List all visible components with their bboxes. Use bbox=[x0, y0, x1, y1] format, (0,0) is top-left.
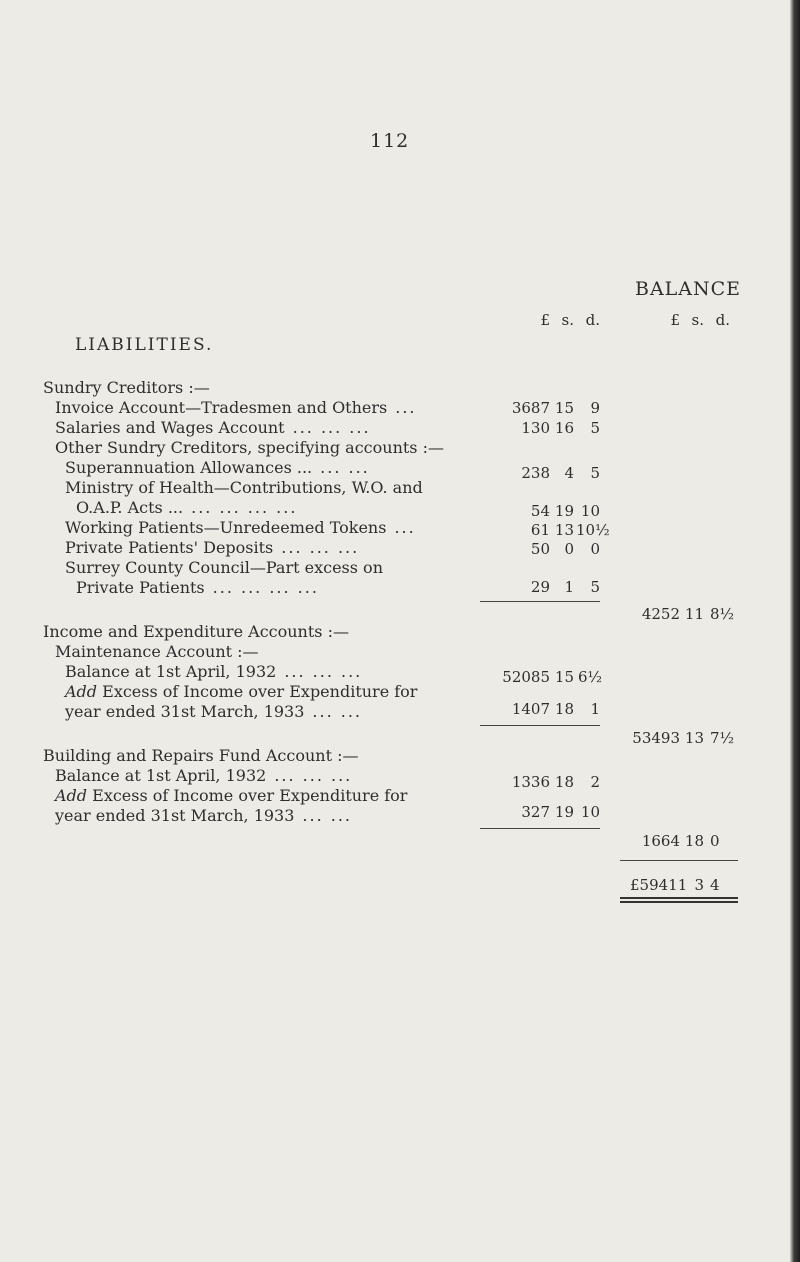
working-patients-shillings: 13 bbox=[554, 521, 574, 539]
oap-acts-pounds: 54 bbox=[530, 502, 550, 520]
maintenance-total-pounds: 53493 bbox=[632, 729, 680, 747]
oap-acts-label: O.A.P. Acts ... ... ... ... ... bbox=[76, 498, 298, 517]
working-patients-label: Working Patients—Unredeemed Tokens ... bbox=[65, 518, 416, 537]
building-total-pence: 0 bbox=[710, 832, 720, 850]
page-number: 112 bbox=[370, 130, 410, 152]
sundry-total-shillings: 11 bbox=[684, 605, 704, 623]
totals-pence-header: d. bbox=[715, 311, 730, 329]
salaries-pence: 5 bbox=[590, 419, 600, 437]
items-pence-header: d. bbox=[585, 311, 600, 329]
maintenance-subtotal-rule bbox=[480, 725, 600, 726]
building-repairs-heading: Building and Repairs Fund Account :— bbox=[43, 746, 359, 765]
superannuation-pounds: 238 bbox=[521, 464, 550, 482]
invoice-pence: 9 bbox=[590, 399, 600, 417]
building-add-label: year ended 31st March, 1933 ... ... bbox=[55, 806, 353, 825]
maintenance-total-pence: 7½ bbox=[710, 729, 735, 747]
private-deposits-label: Private Patients' Deposits ... ... ... bbox=[65, 538, 360, 557]
maintenance-account-heading: Maintenance Account :— bbox=[55, 642, 259, 661]
maintenance-add-pence: 1 bbox=[590, 700, 600, 718]
grand-total-pence: 4 bbox=[710, 876, 720, 894]
working-patients-pounds: 61 bbox=[530, 521, 550, 539]
private-deposits-shillings: 0 bbox=[564, 540, 574, 558]
working-patients-pence: 10½ bbox=[576, 521, 610, 539]
sundry-creditors-heading: Sundry Creditors :— bbox=[43, 378, 210, 397]
items-shillings-header: s. bbox=[561, 311, 574, 329]
grand-total-double-rule-1 bbox=[620, 897, 738, 899]
surrey-shillings: 1 bbox=[564, 578, 574, 596]
surrey-pence: 5 bbox=[590, 578, 600, 596]
building-add-pence: 10 bbox=[580, 803, 600, 821]
superannuation-pence: 5 bbox=[590, 464, 600, 482]
oap-acts-shillings: 19 bbox=[554, 502, 574, 520]
sundry-subtotal-rule bbox=[480, 601, 600, 602]
oap-acts-pence: 10 bbox=[580, 502, 600, 520]
maintenance-add-label: year ended 31st March, 1933 ... ... bbox=[65, 702, 363, 721]
building-add-pounds: 327 bbox=[521, 803, 550, 821]
balance-title: BALANCE bbox=[635, 278, 742, 300]
building-balance-shillings: 18 bbox=[554, 773, 574, 791]
surrey-pounds: 29 bbox=[530, 578, 550, 596]
building-total-pounds: 1664 bbox=[641, 832, 680, 850]
income-expenditure-heading: Income and Expenditure Accounts :— bbox=[43, 622, 349, 641]
sundry-total-pounds: 4252 bbox=[641, 605, 680, 623]
surrey-private-patients-label: Private Patients ... ... ... ... bbox=[76, 578, 319, 597]
items-pounds-header: £ bbox=[540, 311, 550, 329]
totals-pounds-header: £ bbox=[670, 311, 680, 329]
grand-total-shillings: 3 bbox=[694, 876, 704, 894]
page-edge bbox=[790, 0, 800, 1262]
salaries-pounds: 130 bbox=[521, 419, 550, 437]
private-deposits-pence: 0 bbox=[590, 540, 600, 558]
superannuation-shillings: 4 bbox=[564, 464, 574, 482]
building-balance-pence: 2 bbox=[590, 773, 600, 791]
building-balance-pounds: 1336 bbox=[511, 773, 550, 791]
grand-total-top-rule bbox=[620, 860, 738, 861]
sundry-total-pence: 8½ bbox=[710, 605, 735, 623]
surrey-council-line1: Surrey County Council—Part excess on bbox=[65, 558, 383, 577]
building-subtotal-rule bbox=[480, 828, 600, 829]
maintenance-balance-pounds: 52085 bbox=[502, 668, 550, 686]
maintenance-balance-pence: 6½ bbox=[578, 668, 603, 686]
building-balance-label: Balance at 1st April, 1932 ... ... ... bbox=[55, 766, 353, 785]
superannuation-label: Superannuation Allowances ... ... ... bbox=[65, 458, 370, 477]
grand-total-pounds: £59411 bbox=[630, 876, 688, 894]
liabilities-title: LIABILITIES. bbox=[75, 335, 214, 355]
invoice-pounds: 3687 bbox=[511, 399, 550, 417]
private-deposits-pounds: 50 bbox=[530, 540, 550, 558]
totals-shillings-header: s. bbox=[691, 311, 704, 329]
building-total-shillings: 18 bbox=[684, 832, 704, 850]
building-add-shillings: 19 bbox=[554, 803, 574, 821]
other-creditors-heading: Other Sundry Creditors, specifying accounts :— bbox=[55, 438, 444, 457]
maintenance-balance-shillings: 15 bbox=[554, 668, 574, 686]
maintenance-total-shillings: 13 bbox=[684, 729, 704, 747]
building-add-line1: Add Excess of Income over Expenditure for bbox=[55, 786, 408, 805]
invoice-shillings: 15 bbox=[554, 399, 574, 417]
salaries-shillings: 16 bbox=[554, 419, 574, 437]
ministry-health-line1: Ministry of Health—Contributions, W.O. and bbox=[65, 478, 423, 497]
invoice-account-label: Invoice Account—Tradesmen and Others ... bbox=[55, 398, 417, 417]
maintenance-add-shillings: 18 bbox=[554, 700, 574, 718]
maintenance-add-pounds: 1407 bbox=[511, 700, 550, 718]
maintenance-add-line1: Add Excess of Income over Expenditure for bbox=[65, 682, 418, 701]
grand-total-double-rule-2 bbox=[620, 901, 738, 903]
salaries-account-label: Salaries and Wages Account ... ... ... bbox=[55, 418, 371, 437]
maintenance-balance-label: Balance at 1st April, 1932 ... ... ... bbox=[65, 662, 363, 681]
